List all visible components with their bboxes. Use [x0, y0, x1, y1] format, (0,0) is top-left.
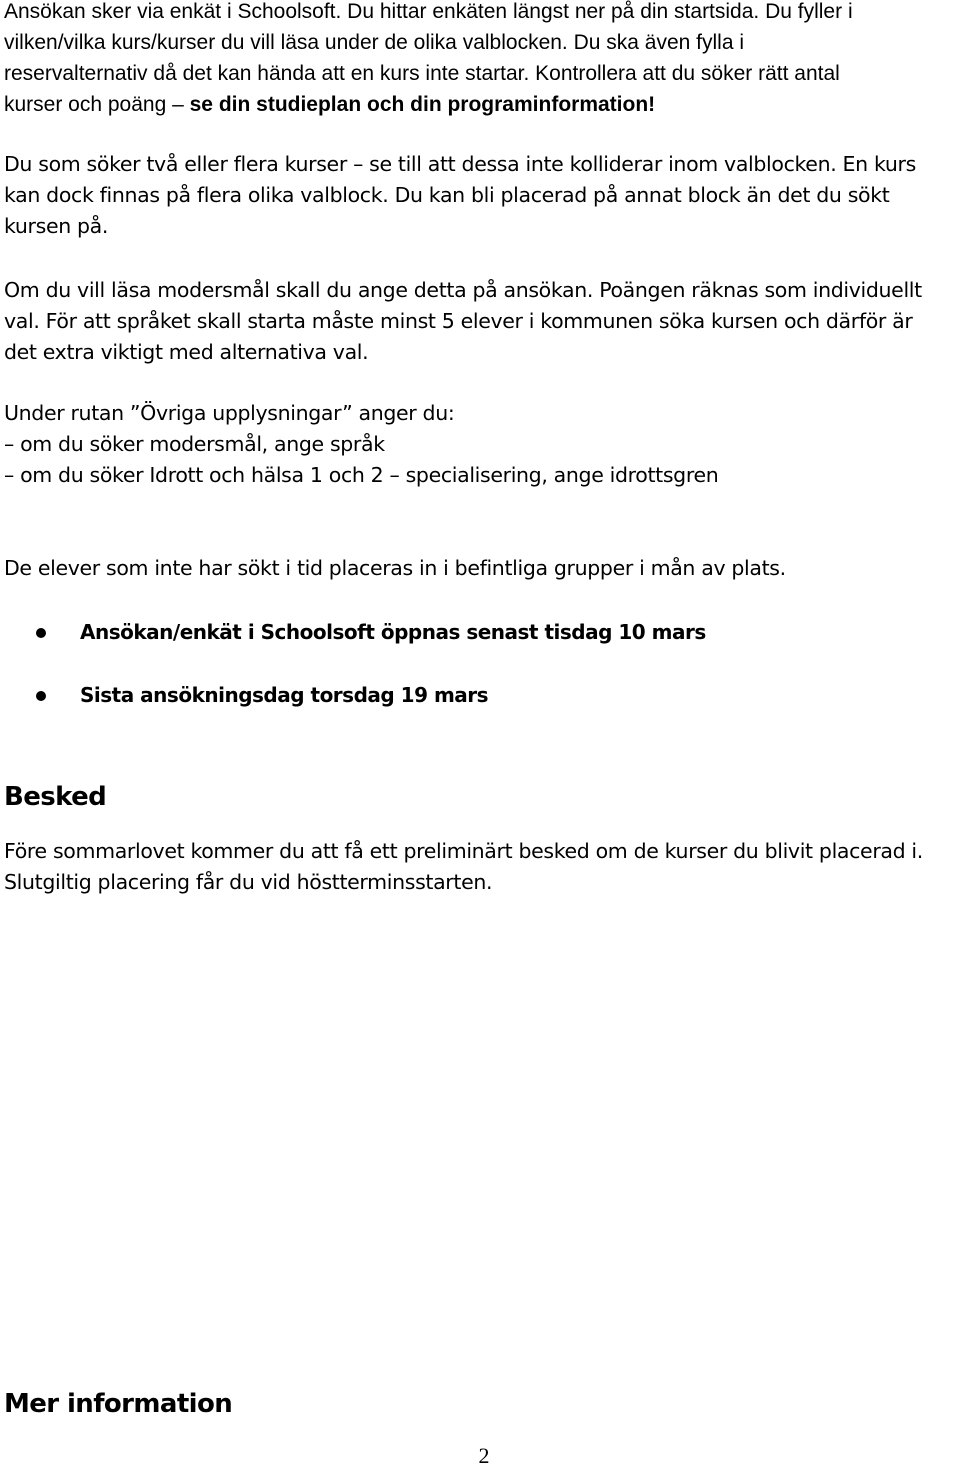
studieplan-emphasis: se din studieplan och din programinformation!: [189, 93, 656, 116]
modersmal-line-1: Om du vill läsa modersmål skall du ange detta på ansökan. Poängen räknas som individuellt: [4, 278, 922, 302]
intro-paragraph: [4, 0, 960, 120]
collision-line-3: kursen på.: [4, 214, 109, 238]
collision-paragraph: [4, 149, 960, 242]
intro-line-2: vilken/vilka kurs/kurser du vill läsa under de olika valblocken. Du ska även fylla i: [4, 31, 745, 54]
upplysningar-line-3: – om du söker Idrott och hälsa 1 och 2 – specialisering, ange idrottsgren: [4, 463, 719, 487]
intro-line-4-prefix: kurser och poäng –: [4, 93, 190, 116]
intro-line-4: [4, 89, 960, 120]
besked-heading: Besked: [4, 782, 107, 812]
page-number: 2: [478, 1443, 490, 1468]
upplysningar-line-2: – om du söker modersmål, ange språk: [4, 432, 385, 456]
upplysningar-paragraph: [4, 398, 960, 491]
collision-line-2: kan dock finnas på flera olika valblock. Du kan bli placerad på annat block än det du sökt: [4, 183, 890, 207]
bullet-dot-icon: [36, 628, 46, 638]
modersmal-paragraph: [4, 275, 960, 368]
besked-line-1: Före sommarlovet kommer du att få ett preliminärt besked om de kurser du blivit placerad i.: [4, 839, 923, 863]
intro-line-3: reservalternativ då det kan hända att en kurs inte startar. Kontrollera att du söker rätt antal: [4, 62, 840, 85]
mer-information-heading: Mer information: [4, 1389, 233, 1419]
besked-line-2: Slutgiltig placering får du vid höstterminsstarten.: [4, 870, 493, 894]
intro-line-1: Ansökan sker via enkät i Schoolsoft. Du hittar enkäten längst ner på din startsida. Du fyller i: [4, 0, 853, 23]
collision-line-1: Du som söker två eller flera kurser – se till att dessa inte kolliderar inom valblocken. En kurs: [4, 152, 916, 176]
bullet-dot-icon: [36, 691, 46, 701]
modersmal-line-3: det extra viktigt med alternativa val.: [4, 340, 369, 364]
besked-paragraph: [4, 836, 960, 898]
late-applicants-paragraph: [4, 553, 960, 584]
upplysningar-line-1: Under rutan ”Övriga upplysningar” anger du:: [4, 401, 455, 425]
bullet-item-deadline: Sista ansökningsdag torsdag 19 mars: [80, 683, 489, 707]
bullet-item-opening-date: Ansökan/enkät i Schoolsoft öppnas senast tisdag 10 mars: [80, 620, 706, 644]
modersmal-line-2: val. För att språket skall starta måste minst 5 elever i kommunen söka kursen och därför är: [4, 309, 913, 333]
late-applicants-line: De elever som inte har sökt i tid placeras in i befintliga grupper i mån av plats.: [4, 556, 786, 580]
